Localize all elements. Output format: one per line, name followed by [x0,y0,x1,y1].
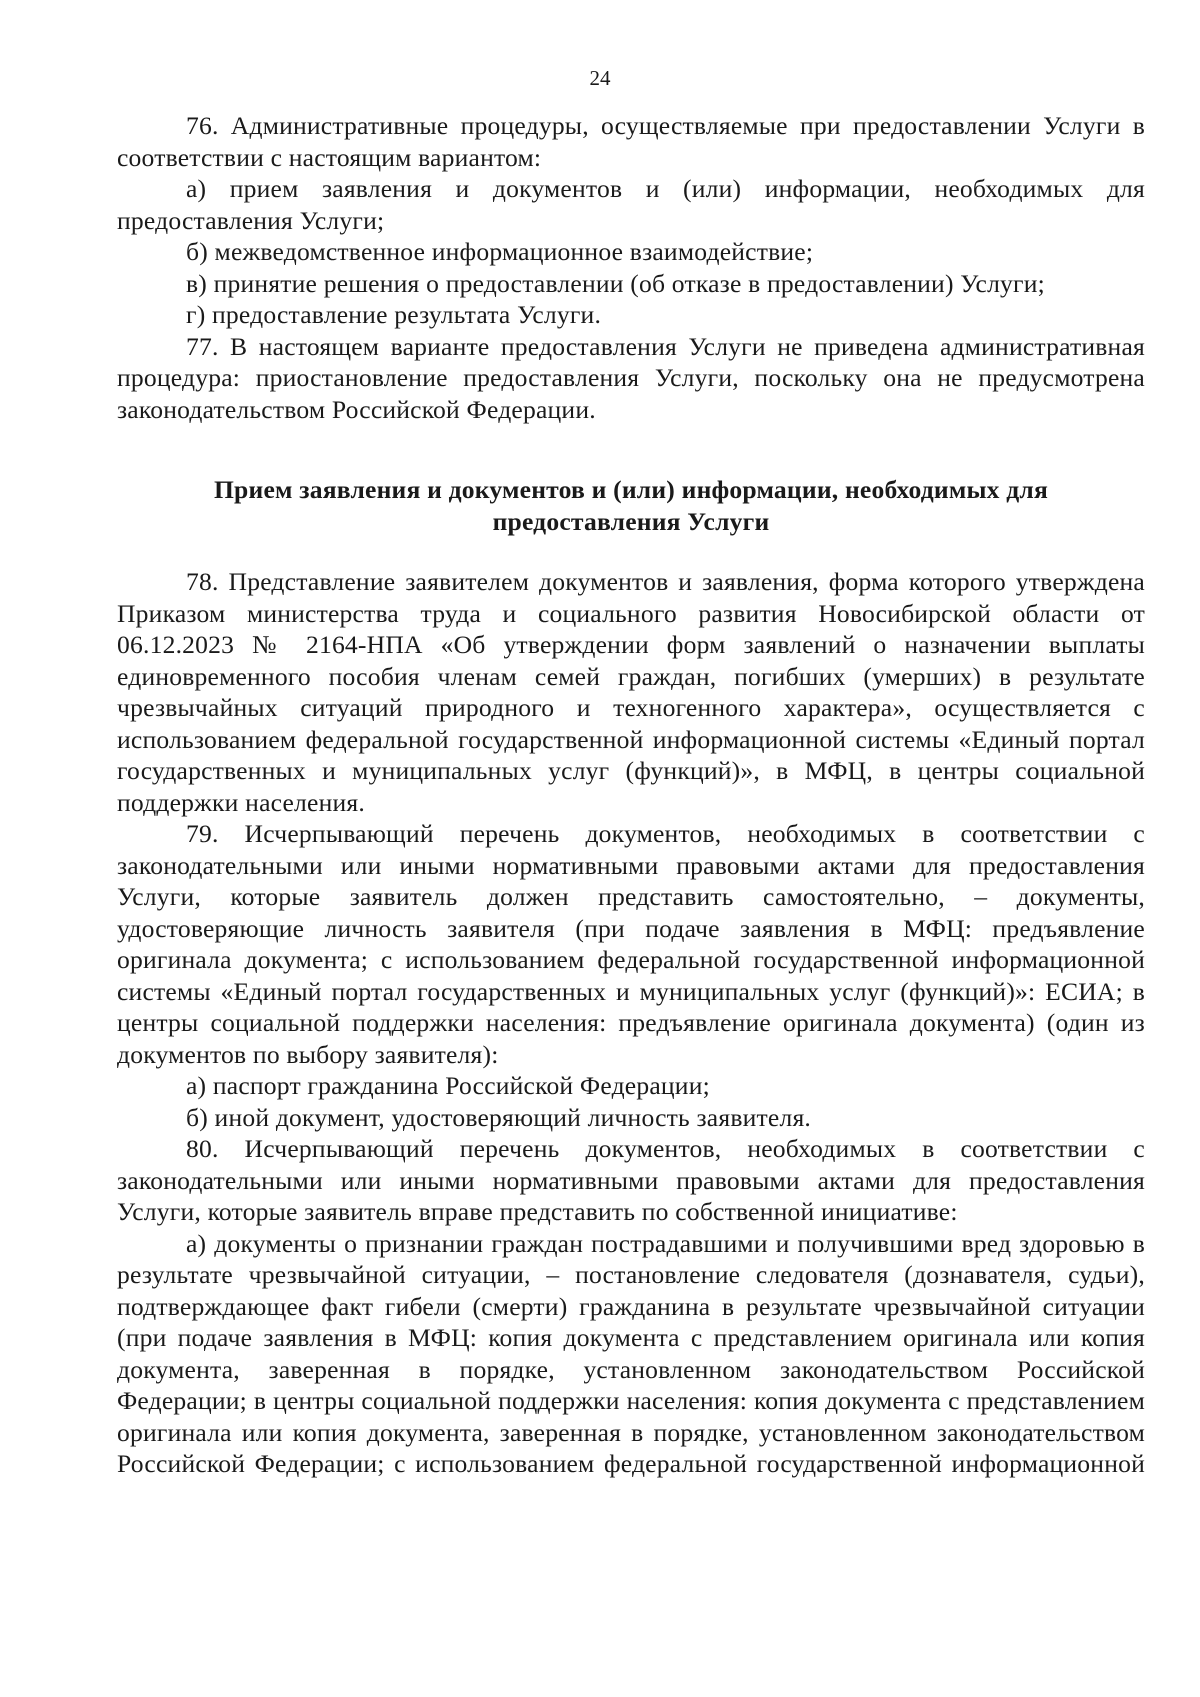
list-item-g: г) предоставление результата Услуги. [186,300,602,329]
list-item-a: а) прием заявления и документов и (или) информации, необходимых для предоставления Услуги; [117,174,1145,235]
section-procedures [117,110,1145,425]
paragraph-77: 77. В настоящем варианте предоставления Услуги не приведена административная процедура: приостановление предоставления Услуги, поскольку она не предусмотрена законодательством Российской Федерации. [117,331,1145,424]
paragraph-76: 76. Административные процедуры, осуществляемые при предоставлении Услуги в соответствии с настоящим вариантом: [117,111,1145,172]
list-item-b: б) межведомственное информационное взаимодействие; [186,237,814,266]
section-heading-line2: предоставления Услуги [492,506,770,536]
list-item-passport: а) паспорт гражданина Российской Федерации; [186,1071,710,1100]
section-documents [117,566,1145,1480]
page-number: 24 [589,66,611,90]
paragraph-80: 80. Исчерпывающий перечень документов, необходимых в соответствии с законодательными или иными нормативными правовыми актами для предоставления Услуги, которые заявитель вправе представить по собственной инициативе: [117,1134,1145,1226]
list-item-other-id: б) иной документ, удостоверяющий личность заявителя. [186,1102,812,1132]
paragraph-78: 78. Представление заявителем документов и заявления, форма которого утверждена Приказом министерства труда и социального развития Новосибирской области от 06.12.2023 № 2164-НПА «Об утверждении форм заявлений о назначении выплаты единовременного пособия членам семей граждан, погибших (умерших) в результате чрезвычайных ситуаций природного и техногенного характера», осуществляется с использованием федеральной государственной информационной системы «Единый портал государственных и муниципальных услуг (функций)», в МФЦ, в центры социальной поддержки населения. [117,567,1145,817]
list-item-victim-documents: а) документы о признании граждан пострадавшими и получившими вред здоровью в результате чрезвычайной ситуации, – постановление следователя (дознавателя, судьи), подтверждающее факт гибели (смерти) гражданина в результате чрезвычайной ситуации (при подаче заявления в МФЦ: копия документа с представлением оригинала или копия документа, заверенная в порядке, установленном законодательством Российской Федерации; в центры социальной поддержки населения: копия документа с представлением оригинала или копия документа, заверенная в порядке, установленном законодательством Российской Федерации; с использованием федеральной государственной информационной [117,1228,1145,1478]
list-item-v: в) принятие решения о предоставлении (об отказе в предоставлении) Услуги; [186,268,1045,298]
section-heading-line1: Прием заявления и документов и (или) информации, необходимых для [213,475,1049,504]
section-heading [117,474,1145,537]
paragraph-79: 79. Исчерпывающий перечень документов, необходимых в соответствии с законодательными или иными нормативными правовыми актами для предоставления Услуги, которые заявитель должен представить самостоятельно, – документы, удостоверяющие личность заявителя (при подаче заявления в МФЦ: предъявление оригинала документа; с использованием федеральной государственной информационной системы «Единый портал государственных и муниципальных услуг (функций)»: ЕСИА; в центры социальной поддержки населения: предъявление оригинала документа) (один из документов по выбору заявителя): [117,819,1145,1069]
